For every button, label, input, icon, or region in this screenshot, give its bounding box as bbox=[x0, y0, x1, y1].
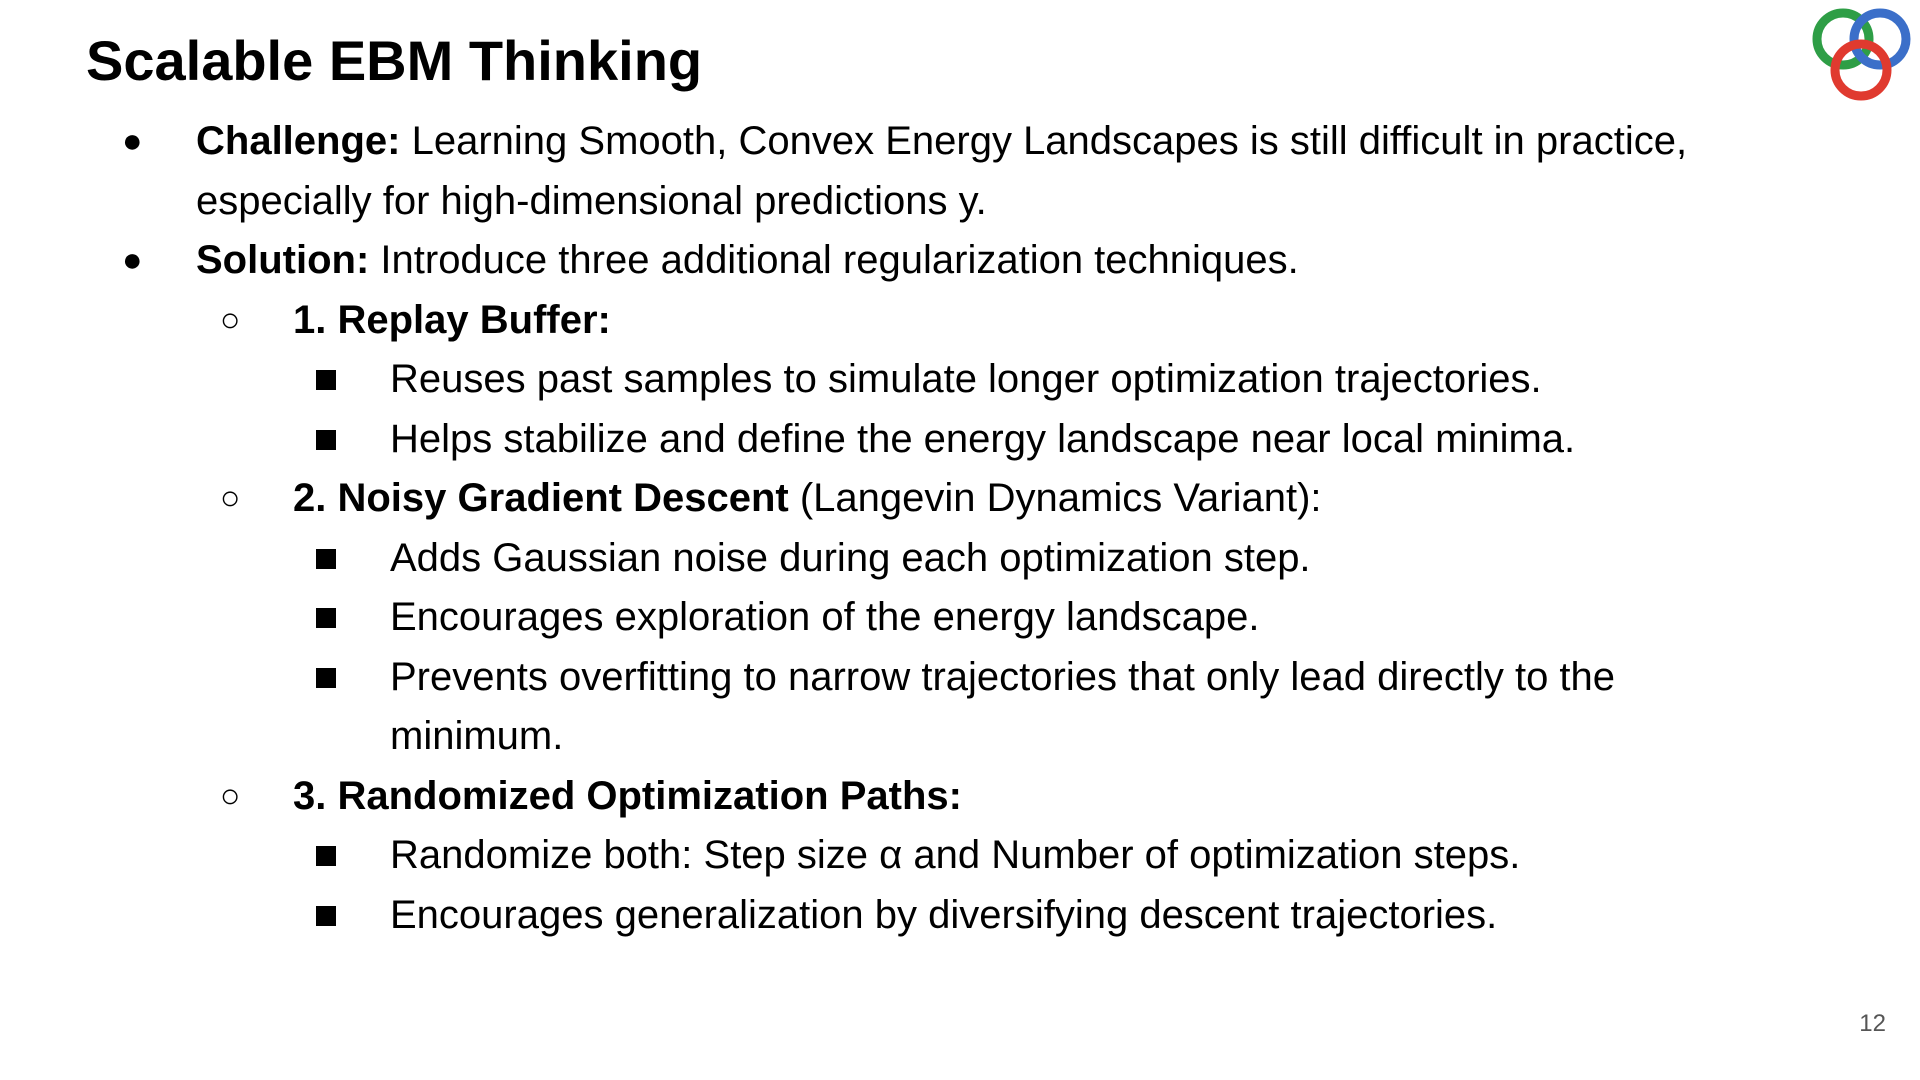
square-bullet-icon bbox=[316, 370, 336, 390]
technique-heading: 1. Replay Buffer: bbox=[293, 297, 611, 342]
point-text: Reuses past samples to simulate longer optimization trajectories. bbox=[390, 357, 1542, 401]
hollow-circle-bullet-icon: ○ bbox=[220, 300, 241, 339]
technique-heading: 3. Randomized Optimization Paths: bbox=[293, 773, 962, 818]
challenge-text: Learning Smooth, Convex Energy Landscapes is still difficult in practice, bbox=[400, 119, 1688, 163]
list-item bbox=[0, 350, 1920, 410]
point-text: Prevents overfitting to narrow trajectories that only lead directly to the bbox=[390, 654, 1616, 699]
point-text: Encourages exploration of the energy landscape. bbox=[390, 595, 1260, 639]
filled-circle-bullet-icon: ● bbox=[122, 241, 143, 279]
square-bullet-icon bbox=[316, 668, 336, 688]
challenge-item bbox=[0, 112, 1920, 172]
list-item-continuation bbox=[0, 707, 1920, 767]
square-bullet-icon bbox=[316, 608, 336, 628]
point-text: Randomize both: Step size α and Number of optimization steps. bbox=[390, 833, 1521, 877]
page-number: 12 bbox=[1859, 1010, 1886, 1037]
solution-text: Introduce three additional regularization techniques. bbox=[369, 238, 1299, 282]
technique-noisy-gradient-descent bbox=[0, 469, 1920, 529]
square-bullet-icon bbox=[316, 846, 336, 866]
hollow-circle-bullet-icon: ○ bbox=[220, 776, 241, 815]
list-item bbox=[0, 529, 1920, 589]
point-text: minimum. bbox=[390, 714, 564, 758]
list-item bbox=[0, 588, 1920, 648]
square-bullet-icon bbox=[316, 430, 336, 450]
challenge-item-continuation bbox=[0, 172, 1920, 232]
list-item bbox=[0, 826, 1920, 886]
technique-suffix: (Langevin Dynamics Variant): bbox=[788, 476, 1322, 520]
point-text: Encourages generalization by diversifying descent trajectories. bbox=[390, 892, 1498, 937]
bullet-list bbox=[0, 112, 1920, 945]
list-item bbox=[0, 410, 1920, 470]
filled-circle-bullet-icon: ● bbox=[122, 122, 143, 160]
list-item bbox=[0, 648, 1920, 708]
challenge-label: Challenge: bbox=[196, 119, 401, 163]
point-text: Adds Gaussian noise during each optimization step. bbox=[390, 535, 1311, 580]
hollow-circle-bullet-icon: ○ bbox=[220, 479, 241, 517]
solution-item bbox=[0, 231, 1920, 291]
solution-label: Solution: bbox=[196, 238, 370, 282]
challenge-text-line2: especially for high-dimensional predictions y. bbox=[196, 178, 987, 223]
square-bullet-icon bbox=[316, 549, 336, 569]
square-bullet-icon bbox=[316, 906, 336, 926]
slide-title: Scalable EBM Thinking bbox=[86, 29, 703, 92]
list-item bbox=[0, 886, 1920, 946]
technique-randomized-optimization-paths bbox=[0, 767, 1920, 827]
nature-society-computation-logo-icon bbox=[1808, 6, 1914, 106]
point-text: Helps stabilize and define the energy landscape near local minima. bbox=[390, 416, 1576, 461]
technique-replay-buffer bbox=[0, 291, 1920, 351]
technique-heading: 2. Noisy Gradient Descent bbox=[293, 476, 789, 520]
